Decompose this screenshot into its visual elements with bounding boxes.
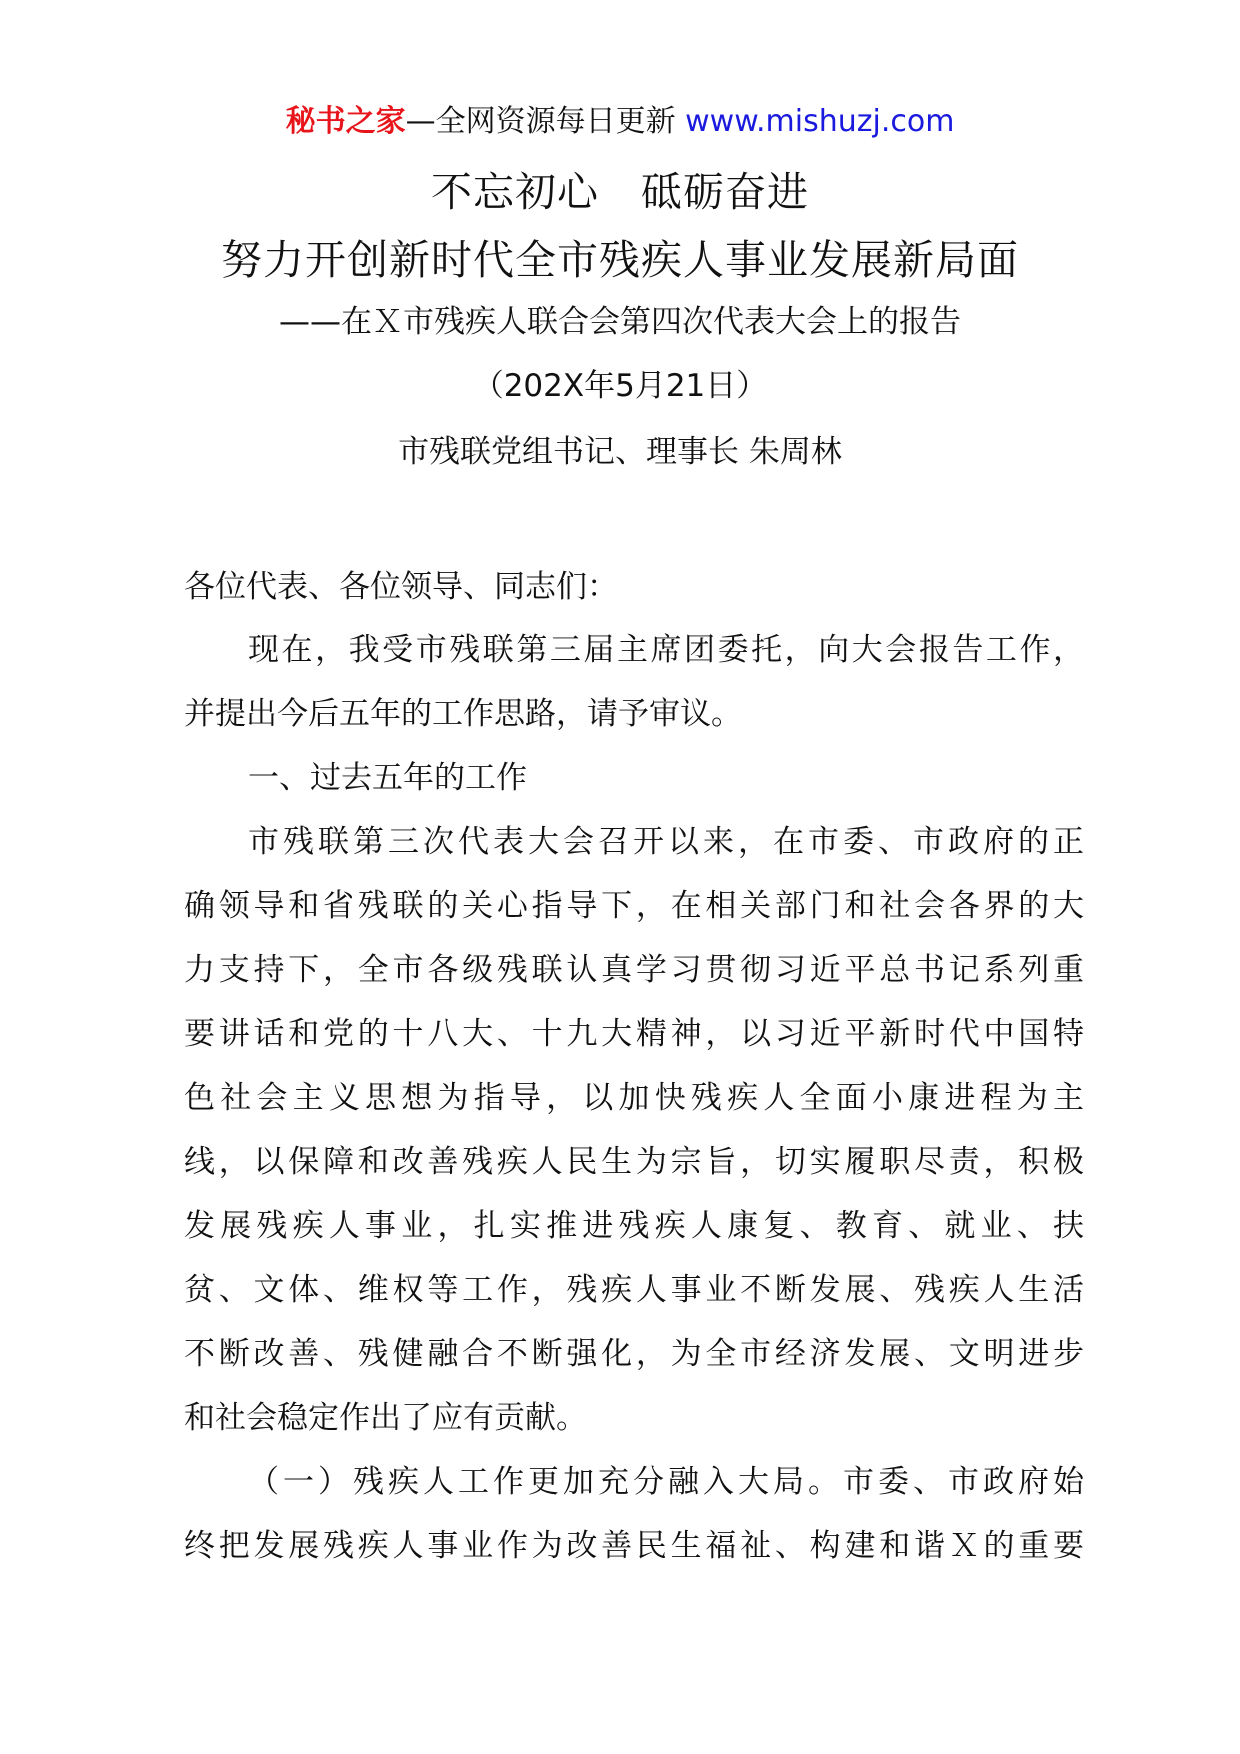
paragraph-line: （一）残疾人工作更加充分融入大局。市委、市政府始 bbox=[248, 1464, 1084, 1500]
paragraph-line: 确领导和省残联的关心指导下，在相关部门和社会各界的大 bbox=[184, 888, 1084, 924]
paragraph-line: 发展残疾人事业，扎实推进残疾人康复、教育、就业、扶 bbox=[184, 1208, 1084, 1244]
paragraph-line: 终把发展残疾人事业作为改善民生福祉、构建和谐Ｘ的重要 bbox=[184, 1528, 1084, 1564]
report-date: （202X年5月21日） bbox=[472, 368, 768, 404]
site-header bbox=[0, 102, 1240, 142]
header-tagline: —全网资源每日更新 bbox=[405, 104, 676, 139]
main-title-line-2: 努力开创新时代全市残疾人事业发展新局面 bbox=[221, 236, 1019, 284]
report-occasion: ——在Ｘ市残疾人联合会第四次代表大会上的报告 bbox=[279, 304, 961, 340]
paragraph-line: 力支持下，全市各级残联认真学习贯彻习近平总书记系列重 bbox=[184, 952, 1084, 988]
paragraph-line: 不断改善、残健融合不断强化，为全市经济发展、文明进步 bbox=[184, 1336, 1084, 1372]
section-heading: 一、过去五年的工作 bbox=[248, 760, 527, 796]
paragraph-line: 现在，我受市残联第三届主席团委托，向大会报告工作， bbox=[248, 632, 1084, 668]
site-url-link[interactable]: www.mishuzj.com bbox=[685, 104, 955, 139]
brand-name: 秘书之家 bbox=[285, 104, 406, 139]
main-title-line-1: 不忘初心 砥砺奋进 bbox=[431, 168, 809, 216]
paragraph-line: 市残联第三次代表大会召开以来，在市委、市政府的正 bbox=[248, 824, 1084, 860]
paragraph-line: 要讲话和党的十八大、十九大精神，以习近平新时代中国特 bbox=[184, 1016, 1084, 1052]
paragraph-line: 和社会稳定作出了应有贡献。 bbox=[184, 1400, 587, 1436]
paragraph-line: 并提出今后五年的工作思路，请予审议。 bbox=[184, 696, 742, 732]
paragraph-line: 线，以保障和改善残疾人民生为宗旨，切实履职尽责，积极 bbox=[184, 1144, 1084, 1180]
report-speaker: 市残联党组书记、理事长 朱周林 bbox=[398, 434, 842, 470]
paragraph-line: 贫、文体、维权等工作，残疾人事业不断发展、残疾人生活 bbox=[184, 1272, 1084, 1308]
salutation: 各位代表、各位领导、同志们： bbox=[184, 569, 618, 605]
paragraph-line: 色社会主义思想为指导，以加快残疾人全面小康进程为主 bbox=[184, 1080, 1084, 1116]
